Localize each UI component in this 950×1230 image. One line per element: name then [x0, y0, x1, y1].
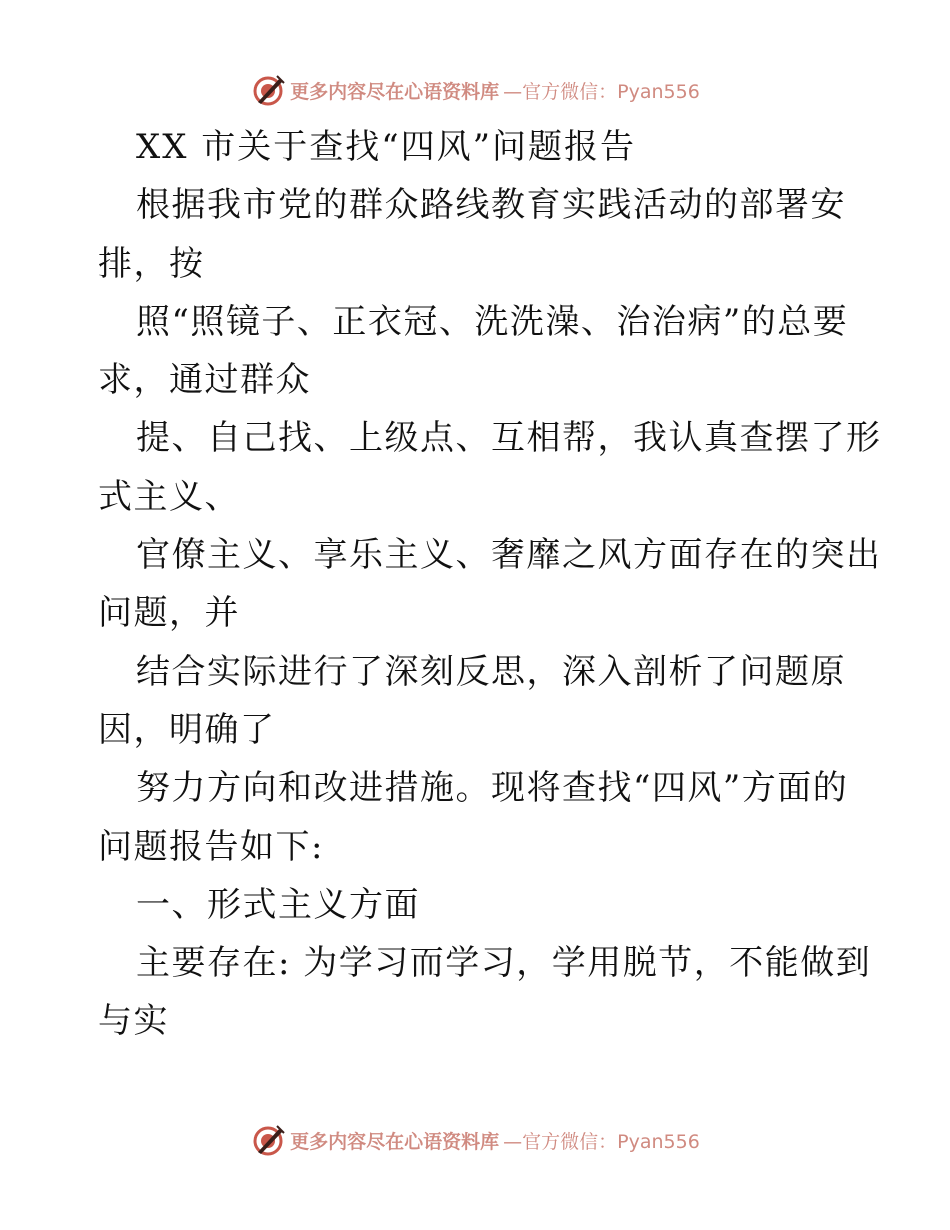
paragraph-line: 排，按: [98, 243, 205, 284]
quill-seal-icon: [250, 72, 286, 108]
banner-contact: —官方微信：Pyan556: [503, 1130, 700, 1153]
paragraph-line: 根据我市党的群众路线教育实践活动的部署安: [136, 185, 846, 226]
paragraph-line: 式主义、: [98, 476, 240, 517]
section-heading: 一、形式主义方面: [136, 884, 420, 925]
paragraph-line: 问题报告如下:: [98, 826, 324, 867]
paragraph-line: 结合实际进行了深刻反思，深入剖析了问题原: [136, 651, 846, 692]
paragraph-line: 求，通过群众: [98, 360, 311, 401]
banner-brand: 更多内容尽在心语资料库: [290, 80, 500, 103]
quill-seal-icon: [250, 1122, 286, 1158]
document-title: XX 市关于查找“四风”问题报告: [136, 127, 636, 167]
paragraph-line: 主要存在: 为学习而学习，学用脱节，不能做到: [136, 943, 872, 984]
paragraph-line: 照“照镜子、正衣冠、洗洗澡、治治病”的总要: [136, 301, 849, 342]
banner-contact: —官方微信：Pyan556: [503, 80, 700, 103]
paragraph-line: 提、自己找、上级点、互相帮，我认真查摆了形: [136, 418, 882, 459]
paragraph-line: 与实: [98, 1001, 169, 1042]
paragraph-line: 官僚主义、享乐主义、奢靡之风方面存在的突出: [136, 535, 882, 576]
document-body: [98, 118, 882, 1051]
footer-banner: [0, 1120, 950, 1160]
paragraph-line: 问题，并: [98, 593, 240, 634]
header-banner: [0, 70, 950, 110]
banner-brand: 更多内容尽在心语资料库: [290, 1130, 500, 1153]
paragraph-line: 努力方向和改进措施。现将查找“四风”方面的: [136, 768, 849, 809]
paragraph-line: 因，明确了: [98, 709, 276, 750]
